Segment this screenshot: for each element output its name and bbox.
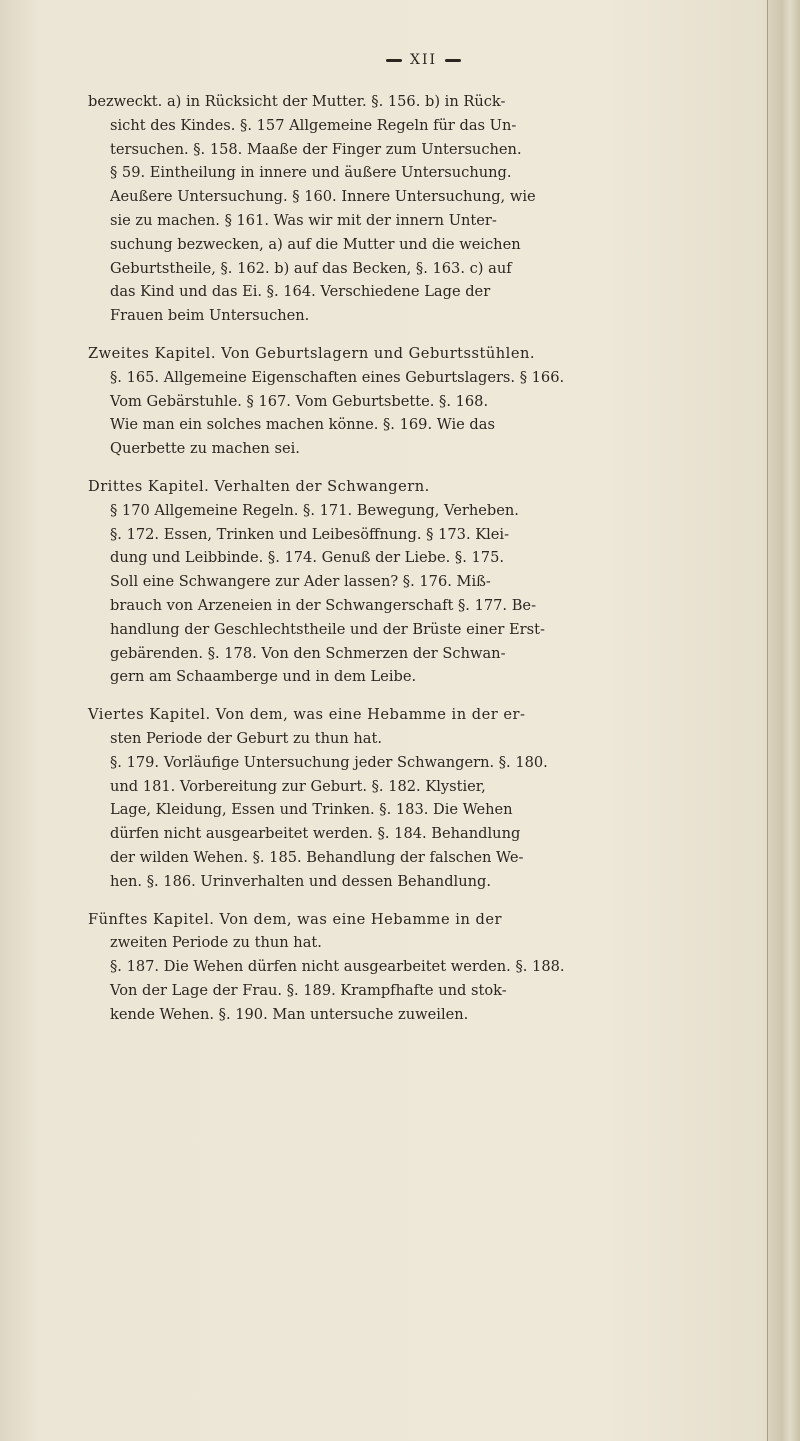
text-line: Soll eine Schwangere zur Ader lassen? §. 176. Miß-: [110, 573, 491, 591]
text-line: Vom Gebärstuhle. § 167. Vom Geburtsbette. §. 168.: [110, 392, 489, 410]
ornament-left: [386, 59, 402, 62]
text-line: das Kind und das Ei. §. 164. Verschiedene Lage der: [110, 283, 491, 301]
text-line: Von der Lage der Frau. §. 189. Krampfhafte und stok-: [110, 981, 507, 999]
ornament-right: [445, 59, 461, 62]
text-line: brauch von Arzeneien in der Schwangerschaft §. 177. Be-: [110, 596, 536, 614]
text-line: Querbette zu machen sei.: [110, 440, 300, 458]
text-line: sie zu machen. § 161. Was wir mit der innern Unter-: [110, 211, 497, 229]
text-line: Geburtstheile, §. 162. b) auf das Becken, §. 163. c) auf: [110, 259, 512, 277]
text-line: Frauen beim Untersuchen.: [110, 307, 310, 325]
text-line: tersuchen. §. 158. Maaße der Finger zum Untersuchen.: [110, 140, 522, 158]
text-line: §. 165. Allgemeine Eigenschaften eines Geburtslagers. § 166.: [110, 368, 565, 386]
text-line: §. 187. Die Wehen dürfen nicht ausgearbeitet werden. §. 188.: [110, 958, 565, 976]
page-number: XII: [410, 52, 438, 68]
text-line: bezweckt. a) in Rücksicht der Mutter. §. 156. b) in Rück-: [88, 93, 506, 110]
text-line: handlung der Geschlechtstheile und der Brüste einer Erst-: [110, 620, 545, 638]
text-line: gebärenden. §. 178. Von den Schmerzen der Schwan-: [110, 644, 506, 662]
text-line: suchung bezwecken, a) auf die Mutter und die weichen: [110, 235, 521, 253]
chapter-heading: Fünftes Kapitel. Von dem, was eine Hebamme in der: [88, 910, 502, 928]
text-line: Aeußere Untersuchung. § 160. Innere Untersuchung, wie: [110, 188, 536, 206]
chapter-3: [88, 475, 736, 689]
page-binding-edge: [767, 0, 800, 1441]
text-line: §. 172. Essen, Trinken und Leibesöffnung. § 173. Klei-: [110, 525, 510, 543]
text-line: der wilden Wehen. §. 185. Behandlung der falschen We-: [110, 848, 524, 866]
chapter-4: [88, 703, 736, 893]
text-line: zweiten Periode zu thun hat.: [110, 934, 322, 952]
text-line: dung und Leibbinde. §. 174. Genuß der Liebe. §. 175.: [110, 549, 505, 567]
chapter-heading: Zweites Kapitel. Von Geburtslagern und Geburtsstühlen.: [88, 344, 536, 362]
text-line: § 170 Allgemeine Regeln. §. 171. Bewegung, Verheben.: [110, 501, 519, 519]
table-of-contents: [88, 90, 736, 1026]
text-line: kende Wehen. §. 190. Man untersuche zuweilen.: [110, 1005, 469, 1023]
text-line: §. 179. Vorläufige Untersuchung jeder Schwangern. §. 180.: [110, 753, 548, 771]
text-line: dürfen nicht ausgearbeitet werden. §. 184. Behandlung: [110, 825, 521, 843]
chapter-2: [88, 342, 736, 461]
text-line: sten Periode der Geburt zu thun hat.: [110, 729, 383, 747]
chapter-5: [88, 908, 736, 1027]
text-line: gern am Schaamberge und in dem Leibe.: [110, 668, 417, 686]
text-line: und 181. Vorbereitung zur Geburt. §. 182. Klystier,: [110, 777, 486, 795]
text-line: § 59. Eintheilung in innere und äußere Untersuchung.: [110, 164, 512, 182]
text-line: Wie man ein solches machen könne. §. 169. Wie das: [110, 416, 495, 434]
chapter-heading: Drittes Kapitel. Verhalten der Schwangern.: [88, 477, 430, 495]
text-line: sicht des Kindes. §. 157 Allgemeine Regeln für das Un-: [110, 116, 517, 134]
text-line: hen. §. 186. Urinverhalten und dessen Behandlung.: [110, 872, 491, 890]
text-line: Lage, Kleidung, Essen und Trinken. §. 183. Die Wehen: [110, 801, 513, 819]
intro-paragraph: [88, 90, 736, 328]
page-header: [378, 52, 469, 68]
chapter-heading: Viertes Kapitel. Von dem, was eine Hebamme in der er-: [88, 706, 526, 724]
